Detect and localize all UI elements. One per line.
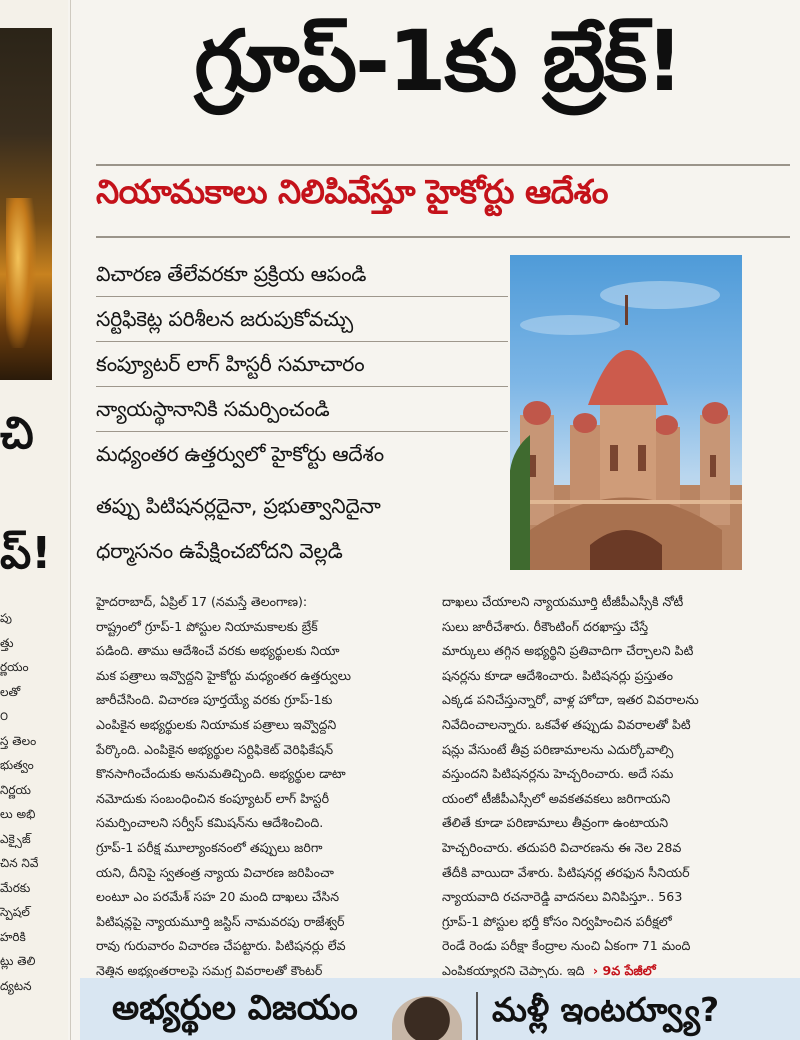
adjacent-article-strip: [0, 0, 68, 1040]
highlight-item: ధర్మాసనం ఉపేక్షించబోదని వెల్లడి: [96, 539, 343, 563]
adjacent-line: హరికి: [0, 929, 26, 944]
body-line: నెత్తిన అభ్యంతరాలపై సమగ్ర వివరాలతో కౌంటర్‌: [96, 962, 323, 978]
highlights-list: [96, 252, 508, 477]
body-line: తేలితే కూడా పరిణామాలు తీవ్రంగా ఉంటాయని: [442, 815, 669, 831]
body-line: పేర్కొంది. ఎంపికైన అభ్యర్థుల సర్టిఫికెట్‌ వెరిఫికేషన్‌: [96, 741, 334, 757]
highlight-item: మధ్యంతర ఉత్తర్వులో హైకోర్టు ఆదేశం: [96, 442, 384, 466]
body-line: తేదీకి వాయిదా వేశారు. పిటిషనర్ల తరఫున సీనియర్‌: [442, 864, 690, 880]
adjacent-line: చిన నివే: [0, 856, 39, 870]
body-line: న్యాయవాది రచనారెడ్డి వాదనలు వినిపిస్తూ.. 563: [442, 889, 683, 905]
highlight-item: సర్టిఫికెట్ల పరిశీలన జరుపుకోవచ్చు: [96, 297, 508, 342]
body-line: షన్లు వేసుంటే తీవ్ర పరిణామాలను ఎదుర్కోవాల్సి: [442, 741, 674, 757]
body-line: పడింది. తాము ఆదేశించే వరకు అభ్యర్థులకు నియా: [96, 643, 340, 659]
body-line: సమర్పించాలని సర్వీస్‌ కమిషన్‌ను ఆదేశించింది.: [96, 815, 324, 831]
teaser-headline-left[interactable]: అభ్యర్థుల విజయం: [112, 988, 358, 1028]
adjacent-line: స్పెషల్: [0, 905, 30, 919]
body-line: యని, దీనిపై స్వతంత్ర న్యాయ విచారణ జరిపించా: [96, 864, 334, 880]
body-line: మార్కులు తగ్గిన అభ్యర్థిని ప్రతివాదిగా చేర్చాలని పిటి: [442, 643, 694, 659]
highlight-item: కంప్యూటర్‌ లాగ్‌ హిస్టరీ సమాచారం: [96, 342, 508, 387]
body-line: కొనసాగించేందుకు అనుమతిచ్చింది. అభ్యర్థుల డాటా: [96, 766, 346, 782]
body-line: షనర్లను కూడా ఆదేశించారు. పిటిషనర్లు ప్రస్తుతం: [442, 667, 673, 683]
headline-rule: [96, 164, 790, 166]
subheadline-rule: [96, 236, 790, 238]
article-subheadline: నియామకాలు నిలిపివేస్తూ హైకోర్టు ఆదేశం: [96, 172, 608, 211]
body-line: పిటిషన్లపై న్యాయమూర్తి జస్టిస్‌ నామవరపు రాజేశ్వర్‌: [96, 913, 345, 929]
body-line: దాఖలు చేయాలని న్యాయమూర్తి టీజీపీఎస్సీకి నోటీ: [442, 594, 684, 609]
high-court-illustration: [510, 255, 742, 570]
highlight-item: న్యాయస్థానానికి సమర్పించండి: [96, 387, 508, 432]
main-article: [80, 0, 800, 1040]
body-line: రాష్ట్రంలో గ్రూప్‌-1 పోస్టుల నియామకాలకు బ్రేక్‌: [96, 618, 318, 634]
adjacent-line: మేరకు: [0, 880, 31, 895]
adjacent-line: పు: [0, 611, 12, 625]
body-line: జారీచేసింది. విచారణ పూర్తయ్యే వరకు గ్రూప్‌-1కు: [96, 692, 333, 708]
body-line: ఎంపికైన అభ్యర్థులకు నియామక పత్రాలు ఇవ్వొద్దని: [96, 716, 337, 732]
body-line: ఎక్కడ పనిచేస్తున్నారో, వాళ్ల హోదా, ఇతర వివరాలను: [442, 692, 699, 708]
body-line: లంటూ ఎం పరమేశ్‌ సహ 20 మంది దాఖలు చేసిన: [96, 889, 340, 905]
adjacent-line: లు అభి: [0, 807, 36, 821]
body-line: యంలో టీజీపీఎస్సీలో అవకతవకలు జరిగాయని: [442, 790, 671, 806]
article-headline: గ్రూప్‌-1కు బ్రేక్‌!: [194, 12, 682, 110]
continued-page-link[interactable]: › 9వ పేజీలో: [588, 962, 656, 978]
body-line: రావు గురువారం విచారణ చేపట్టారు. పిటిషనర్లు లేవ: [96, 938, 346, 954]
continued-page-label: 9వ పేజీలో: [602, 962, 656, 978]
adjacent-line: స్త తెలం: [0, 733, 37, 748]
body-line: మక పత్రాలు ఇవ్వొద్దని హైకోర్టు మధ్యంతర ఉత్తర్వులు: [96, 667, 351, 683]
adjacent-heading-1: చి: [0, 408, 34, 459]
adjacent-line: భుత్వం: [0, 758, 34, 772]
body-line: గ్రూప్‌-1 పరీక్ష మూల్యాంకనంలో తప్పులు జరిగా: [96, 839, 323, 855]
body-line: నివేదించాలన్నారు. ఒకవేళ తప్పుడు వివరాలతో పిటి: [442, 716, 691, 732]
adjacent-line: నిర్ణయ: [0, 782, 31, 797]
adjacent-line: ఎక్సైజ్: [0, 831, 31, 846]
teaser-divider: [476, 992, 478, 1040]
adjacent-line: ట్లు తెలి: [0, 954, 36, 968]
highlight-item: తప్పు పిటిషనర్లదైనా, ప్రభుత్వానిదైనా: [96, 494, 381, 518]
adjacent-line: త్తు: [0, 635, 14, 650]
body-line-text: ఎంపికయ్యారని చెప్పారు. ఇది: [442, 962, 585, 978]
column-divider: [70, 0, 71, 1040]
body-column-2: [442, 590, 772, 984]
body-line: రెండే రెండు పరీక్షా కేంద్రాల నుంచి ఏకంగా 71 మంది: [442, 938, 691, 954]
highlight-item: విచారణ తేలేవరకూ ప్రక్రియ ఆపండి: [96, 252, 508, 297]
high-court-photo: [510, 255, 742, 570]
body-line: నమోదుకు సంబంధించిన కంప్యూటర్‌ లాగ్‌ హిస్టరీ: [96, 790, 330, 806]
adjacent-line: ర్ణయం: [0, 660, 29, 674]
body-column-1: [96, 590, 426, 984]
adjacent-heading-2: ప్!: [0, 528, 52, 579]
adjacent-line: ౦: [0, 709, 9, 723]
adjacent-line: లతో: [0, 684, 21, 699]
highlights-list-secondary: [96, 484, 508, 574]
body-line: వస్తుందని పిటిషనర్లను హెచ్చరించారు. అదే సమ: [442, 766, 674, 782]
adjacent-article-photo: [0, 28, 52, 380]
adjacent-line: ద్యటన: [0, 978, 32, 993]
body-line: హైదరాబాద్‌, ఏప్రిల్‌ 17 (నమస్తే తెలంగాణ):: [96, 594, 308, 609]
body-line: హెచ్చరించారు. తదుపరి విచారణను ఈ నెల 28వ: [442, 839, 682, 855]
article-body: [96, 590, 790, 978]
teaser-headline-right[interactable]: మళ్లీ ఇంటర్వ్యూ?: [492, 990, 720, 1029]
body-line: సులు జారీచేశారు. రీకౌంటింగ్‌ దరఖాస్తు చేస్తే: [442, 618, 649, 634]
adjacent-body-lines: [0, 606, 66, 998]
body-line: గ్రూప్‌-1 పోస్టుల భర్తీ కోసం నిర్వహించిన పరీక్షలో: [442, 913, 672, 929]
